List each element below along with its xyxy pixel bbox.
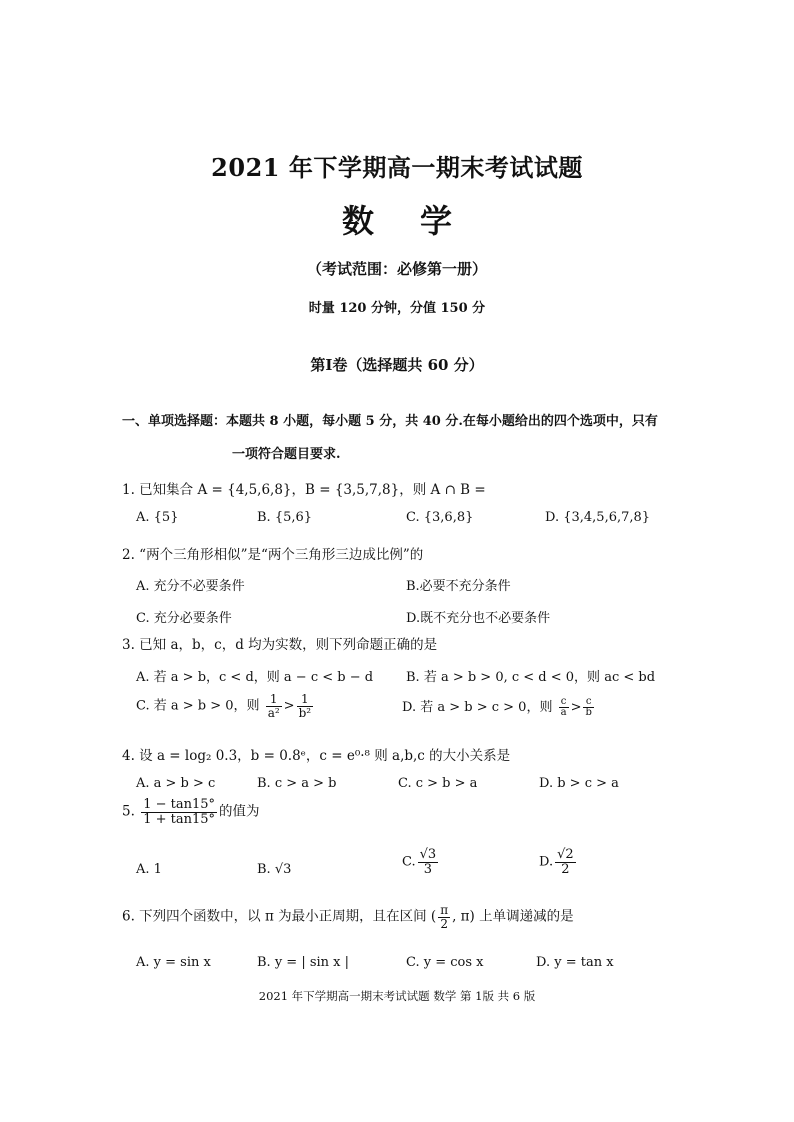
question-number: 5. [122, 803, 135, 820]
subject-title: 数学 [341, 202, 498, 240]
question-1-option-a: A. {5} [136, 510, 179, 525]
question-5-option-d [539, 848, 578, 876]
fraction-numerator: c [583, 697, 593, 709]
fraction-numerator: 1 [266, 693, 282, 707]
fraction-denominator: a [560, 707, 567, 718]
question-3-option-d-text: D. 若 a > b > c > 0，则 [402, 700, 553, 715]
fraction-denominator: b² [298, 705, 312, 720]
section-instructions-line2: 一项符合题目要求. [232, 447, 341, 462]
fraction-numerator: 1 [297, 693, 314, 707]
fraction [559, 697, 569, 719]
section-instructions-line1: 一、单项选择题：本题共 8 小题，每小题 5 分，共 40 分.在每小题给出的四个选项中，只有 [122, 414, 658, 429]
fraction-numerator: 1 − tan15° [143, 797, 216, 812]
question-3-option-c: C. 若 a > b > 0，则 $\frac{1}{\text{a²}}$ > $\frac{1}{\text{b²}}$ [136, 692, 312, 720]
exam-time: 时量 120 分钟，分值 150 分 [308, 301, 486, 316]
fraction-numerator: π [440, 903, 449, 917]
question-3-option-b: B. 若 a > b > 0, c < d < 0，则 ac < bd [406, 670, 656, 685]
question-3-option-c-text: C. 若 a > b > 0，则 [136, 698, 260, 714]
fraction [266, 693, 282, 719]
question-4-option-b: B. c > a > b [257, 776, 337, 791]
fraction-numerator: √3 [419, 847, 437, 862]
question-6-text-end: , π) 上单调递减的是 [452, 908, 574, 925]
fraction-denominator: 1 + tan15° [143, 811, 216, 827]
fraction [438, 904, 450, 930]
fraction [297, 693, 314, 719]
question-2-option-a: A. 充分不必要条件 [136, 579, 245, 594]
volume-heading: 第Ⅰ卷（选择题共 60 分） [310, 356, 484, 374]
option-label: D. [539, 854, 554, 870]
fraction [141, 798, 217, 826]
fraction-denominator: 2 [561, 861, 570, 877]
question-2-option-b: B.必要不充分条件 [406, 579, 511, 594]
fraction-numerator: c [559, 697, 569, 709]
question-3-stem: 3. 已知 a，b，c，d 均为实数，则下列命题正确的是 [122, 637, 438, 653]
question-1-option-c: C. {3,6,8} [406, 510, 474, 525]
question-2-stem: 2. “两个三角形相似”是“两个三角形三边成比例”的 [122, 547, 424, 563]
question-5-suffix: 的值为 [219, 803, 260, 820]
fraction-denominator: a² [267, 705, 280, 720]
question-5-option-a: A. 1 [136, 862, 162, 877]
fraction-denominator: 3 [423, 861, 433, 877]
question-1-option-d: D. {3,4,5,6,7,8} [545, 510, 651, 525]
question-5-stem [122, 798, 260, 826]
fraction-denominator: b [585, 707, 592, 718]
fraction [555, 848, 576, 876]
exam-range: （考试范围：必修第一册） [306, 260, 487, 278]
question-4-option-d: D. b > c > a [539, 776, 619, 791]
exam-title: 2021 年下学期高一期末考试试题 [211, 153, 583, 182]
fraction-numerator: √2 [557, 847, 574, 862]
question-4-option-c: C. c > b > a [398, 776, 478, 791]
question-2-option-d: D.既不充分也不必要条件 [406, 611, 551, 626]
question-6-text: 6. 下列四个函数中，以 π 为最小正周期，且在区间 ( [122, 908, 437, 925]
option-label: C. [402, 854, 416, 870]
question-2-option-c: C. 充分必要条件 [136, 611, 232, 626]
question-1-stem: 1. 已知集合 A = {4,5,6,8}，B = {3,5,7,8}，则 A ∩ B = [122, 482, 486, 498]
question-5-option-c [402, 848, 440, 876]
question-6-option-d: D. y = tan x [536, 955, 614, 970]
fraction [418, 848, 439, 876]
question-1-option-b: B. {5,6} [257, 510, 313, 525]
question-3-option-d: D. 若 a > b > c > 0，则 $\frac{c}{a}$ > $\frac{c}{b}$ [402, 695, 592, 718]
fraction-denominator: 2 [440, 916, 448, 931]
question-3-option-a: A. 若 a > b，c < d，则 a − c < b − d [136, 670, 374, 685]
question-6-stem [122, 904, 574, 930]
question-6-option-c: C. y = cos x [406, 955, 484, 970]
question-4-stem: 4. 设 a = log₂ 0.3，b = 0.8ᵉ，c = e⁰·⁸ 则 a,b,c 的大小关系是 [122, 748, 511, 764]
question-6-option-b: B. y = | sin x | [257, 955, 350, 970]
question-6-option-a: A. y = sin x [136, 955, 211, 970]
page-footer: 2021 年下学期高一期末考试试题 数学 第 1版 共 6 版 [258, 989, 536, 1003]
question-4-option-a: A. a > b > c [136, 776, 216, 791]
question-5-option-b: B. √3 [257, 862, 292, 877]
fraction [583, 697, 593, 719]
